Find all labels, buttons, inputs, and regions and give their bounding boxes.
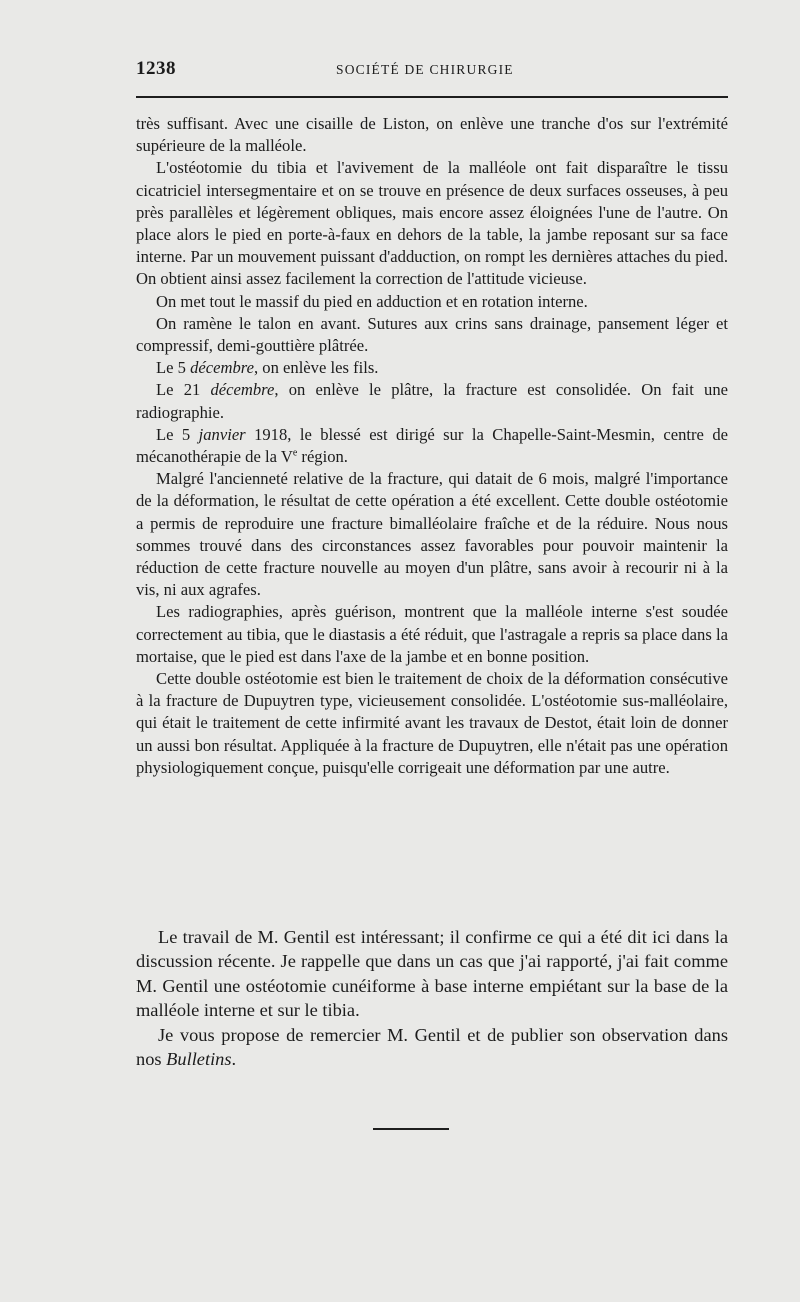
text-run: Le 5 bbox=[156, 424, 199, 444]
text-run: , on enlève les fils. bbox=[254, 358, 379, 378]
italic-title: Bulletins bbox=[166, 1049, 232, 1070]
page-number: 1238 bbox=[136, 58, 176, 79]
paragraph bbox=[136, 1023, 728, 1072]
paragraph bbox=[136, 424, 728, 468]
paragraph: On ramène le talon en avant. Sutures aux crins sans drainage, pansement léger et compressif, demi-gouttière plâtrée. bbox=[136, 313, 728, 356]
paragraph: On met tout le massif du pied en adduction et en rotation interne. bbox=[156, 291, 588, 311]
text-run: . bbox=[231, 1049, 237, 1070]
end-rule bbox=[373, 1128, 449, 1130]
text-run: Le 5 bbox=[156, 358, 191, 378]
text-run: Je vous propose de remercier M. Gentil et de publier son observation dans nos bbox=[136, 1024, 728, 1070]
paragraph bbox=[136, 379, 728, 423]
paragraph: L'ostéotomie du tibia et l'avivement de la malléole ont fait disparaître le tissu cicatriciel intersegmentaire et on se trouve en présence de deux surfaces osseuses, à peu près parallèles et légèrement obliques, mais encore assez éloignées l'une de l'autre. On place alors le pied en porte-à-faux en dehors de la table, la jambe reposant sur sa face interne. Par un mouvement puissant d'adduction, on rompt les dernières attaches du pied. On obtient ainsi assez facilement la correction de l'attitude vicieuse. bbox=[136, 158, 728, 289]
paragraph bbox=[136, 357, 728, 379]
running-title: SOCIÉTÉ DE CHIRURGIE bbox=[336, 62, 514, 77]
text-run: Le 21 bbox=[156, 380, 211, 400]
paragraph: Les radiographies, après guérison, montrent que la malléole interne s'est soudée correctement au tibia, que le diastasis a été réduit, que l'astragale a repris sa place dans la mortaise, que le pied est dans l'axe de la jambe et en bonne position. bbox=[136, 602, 728, 666]
observation-text bbox=[136, 113, 728, 779]
paragraph: très suffisant. Avec une cisaille de Liston, on enlève une tranche d'os sur l'extrémité supérieure de la malléole. bbox=[136, 114, 728, 156]
text-run: 1918, le blessé est dirigé sur la Chapelle-Saint-Mesmin, centre de mécanothérapie de la V bbox=[136, 424, 728, 467]
page-header bbox=[136, 58, 728, 86]
text-run: région. bbox=[297, 447, 348, 467]
italic-date: décembre bbox=[210, 380, 275, 400]
superscript: e bbox=[292, 447, 298, 459]
italic-date: décembre bbox=[190, 358, 254, 378]
report-text bbox=[136, 925, 728, 1071]
paragraph: Malgré l'ancienneté relative de la fracture, qui datait de 6 mois, malgré l'importance de la déformation, le résultat de cette opération a été excellent. Cette double ostéotomie a permis de reproduire une fracture bimalléolaire fraîche et de la réduire. Nous nous sommes trouvé dans des circonstances assez favorables pour pouvoir maintenir la réduction de cette fracture nouvelle au moyen d'un plâtre, sans avoir à recourir ni à la vis, ni aux agrafes. bbox=[136, 469, 728, 600]
italic-date: janvier bbox=[198, 424, 246, 444]
paragraph: Cette double ostéotomie est bien le traitement de choix de la déformation consécutive à la fracture de Dupuytren type, vicieusement consolidée. L'ostéotomie sus-malléolaire, qui était le traitement de cette infirmité avant les travaux de Destot, était loin de donner un aussi bon résultat. Appliquée à la fracture de Dupuytren, elle n'était pas une opération physiologiquement conçue, puisqu'elle corrigeait une déformation par une autre. bbox=[136, 669, 728, 777]
paragraph: Le travail de M. Gentil est intéressant; il confirme ce qui a été dit ici dans la discussion récente. Je rappelle que dans un cas que j'ai rapporté, j'ai fait comme M. Gentil une ostéotomie cunéiforme à base interne empiétant sur la base de la malléole interne et sur le tibia. bbox=[136, 927, 728, 1021]
text-run: , on enlève le plâtre, la fracture est consolidée. On fait une radiographie. bbox=[136, 380, 728, 422]
header-rule bbox=[136, 96, 728, 98]
